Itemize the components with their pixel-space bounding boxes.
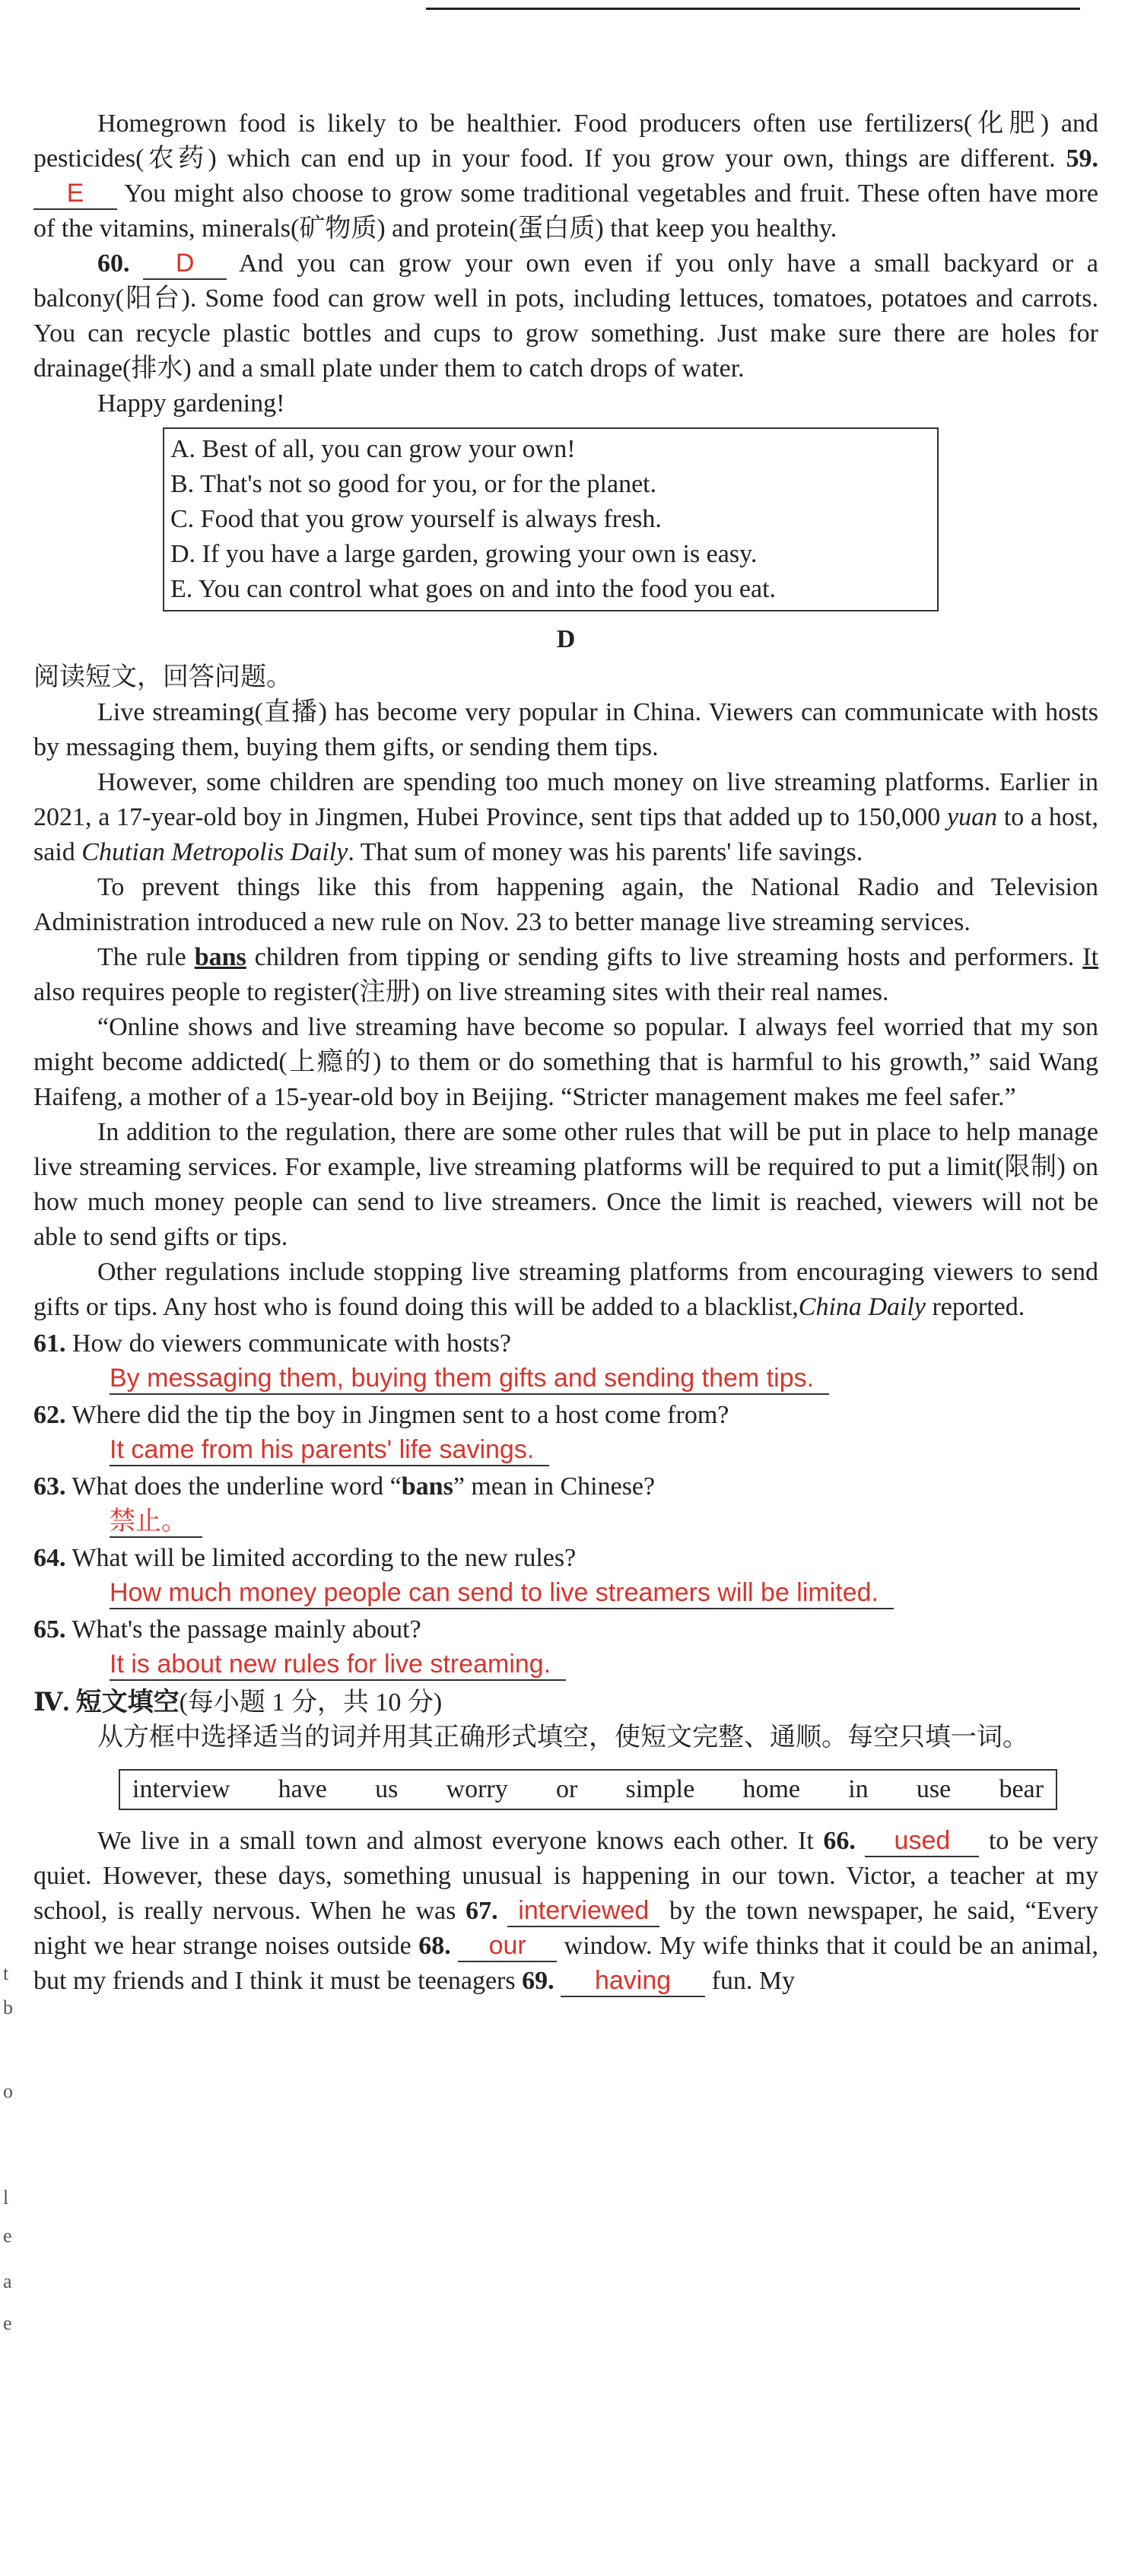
top-rule: [426, 8, 1080, 10]
question-text: ” mean in Chinese?: [453, 1472, 656, 1501]
question-number-67: 67.: [465, 1897, 498, 1925]
margin-mark: e: [3, 2225, 12, 2247]
question-text: Where did the tip the boy in Jingmen sent to a host come from?: [71, 1401, 729, 1429]
text: And you can grow your own even if you only have a small backyard or a balcony(阳台). Some food can grow well in pots, including lettuces, tomatoes, potatoes and carrots. You can recycle plastic bottles and cups to grow something. Just make sure there are holes for drainage(排水) and a small plate under them to catch drops of water.: [33, 249, 1099, 383]
passage-d-paragraph-5: “Online shows and live streaming have become so popular. I always feel worried that my son might become addicted(上瘾的) to them or do something that is harmful to his growth,” said Wang Haifeng, a mother of a 15-year-old boy in Beijing. “Stricter management makes me feel safer.”: [33, 1013, 1098, 1111]
question-number-68: 68.: [418, 1932, 451, 1960]
cloze-passage: [33, 1824, 1098, 1999]
question-number-66: 66.: [823, 1827, 856, 1855]
passage-d-paragraph-6: In addition to the regulation, there are some other rules that will be put in place to help manage live streaming services. For example, live streaming platforms will be required to put a limit(限制) on how much money people can send to live streamers. Once the limit is reached, viewers will not be able to send gifts or tips.: [33, 1118, 1098, 1251]
answer-blank-66[interactable]: used: [865, 1825, 979, 1857]
word-bank-item: in: [848, 1775, 869, 1803]
option-d: D. If you have a large garden, growing your own is easy.: [170, 540, 758, 568]
text: Homegrown food is likely to be healthier. Food producers often use fertilizers(化肥) and pesticides(农药) which can end up in your food. If you grow your own, things are different.: [33, 110, 1098, 173]
question-text: What's the passage mainly about?: [71, 1615, 421, 1644]
answer-line-64[interactable]: How much money people can send to live streamers will be limited.: [110, 1577, 894, 1609]
section-d-instruction: 阅读短文，回答问题。: [33, 663, 292, 691]
word-bank-item: have: [278, 1775, 327, 1803]
question-number: 61.: [33, 1329, 66, 1358]
section-iv-instruction: 从方框中选择适当的词并用其正确形式填空，使短文完整、通顺。每空只填一词。: [97, 1723, 1028, 1752]
question-keyword: bans: [401, 1472, 453, 1501]
word-bank-item: use: [916, 1775, 952, 1803]
answer-blank-68[interactable]: our: [458, 1930, 557, 1962]
answer-blank-67[interactable]: interviewed: [507, 1895, 659, 1927]
section-title: Ⅳ. 短文填空: [33, 1688, 180, 1717]
word-bank-item: simple: [625, 1775, 695, 1803]
margin-mark: l: [3, 2187, 9, 2209]
question-text: How do viewers communicate with hosts?: [72, 1329, 511, 1358]
word-bank-item: home: [742, 1775, 800, 1803]
text: It: [1082, 943, 1099, 971]
answer-line-65[interactable]: It is about new rules for live streaming.: [110, 1649, 566, 1681]
question-63: [33, 1469, 1098, 1539]
word-bank-item: interview: [132, 1775, 230, 1803]
underlined-word-bans: bans: [194, 943, 246, 971]
section-d-label: D: [556, 625, 576, 653]
margin-mark: o: [3, 2080, 13, 2102]
question-61: [33, 1326, 1098, 1396]
question-number: 63.: [33, 1472, 66, 1501]
answer-blank-69[interactable]: having: [561, 1965, 705, 1997]
text: reported.: [932, 1293, 1025, 1321]
text: The rule: [97, 943, 186, 971]
passage-c-closing: Happy gardening!: [97, 389, 285, 418]
text: fun. My: [711, 1967, 796, 1995]
answer-line-62[interactable]: It came from his parents' life savings.: [110, 1434, 549, 1466]
question-text: What will be limited according to the new rules?: [71, 1544, 577, 1572]
option-b: B. That's not so good for you, or for the planet.: [170, 470, 657, 498]
question-number: 65.: [33, 1615, 66, 1644]
margin-mark: e: [3, 2312, 12, 2334]
question-number-60: 60.: [97, 249, 130, 278]
question-65: [33, 1612, 1098, 1682]
passage-d-paragraph-7: [33, 1255, 1098, 1325]
passage-d-paragraph-3: To prevent things like this from happening again, the National Radio and Television Administration introduced a new rule on Nov. 23 to better manage live streaming services.: [33, 873, 1098, 936]
section-scoring: (每小题 1 分，共 10 分): [179, 1688, 443, 1717]
text: also requires people to register(注册) on live streaming sites with their real names.: [33, 978, 889, 1006]
answer-blank-59[interactable]: E: [33, 178, 117, 210]
word-bank-item: or: [555, 1775, 578, 1803]
text: window. My wife thinks that it could be an animal, but my friends and I think it must be teenagers: [33, 1932, 1099, 1995]
word-bank-item: bear: [999, 1775, 1044, 1803]
question-number-69: 69.: [522, 1967, 554, 1995]
answer-blank-60[interactable]: D: [143, 248, 227, 280]
passage-d-paragraph-1: Live streaming(直播) has become very popular in China. Viewers can communicate with hosts by messaging them, buying them gifts, or sending them tips.: [33, 698, 1098, 761]
text: children from tipping or sending gifts to live streaming hosts and performers.: [254, 943, 1075, 971]
question-number: 64.: [33, 1544, 66, 1572]
option-a: A. Best of all, you can grow your own!: [170, 435, 576, 463]
text: by the town newspaper, he said, “Every night we hear strange noises outside: [33, 1897, 1098, 1960]
margin-mark: b: [3, 1996, 13, 2019]
text: We live in a small town and almost everyone knows each other. It: [97, 1827, 814, 1855]
worksheet-page: [33, 106, 1098, 1999]
word-bank-item: us: [375, 1775, 399, 1803]
option-c: C. Food that you grow yourself is always fresh.: [170, 505, 662, 533]
margin-mark: a: [3, 2270, 12, 2292]
newspaper-name: Chutian Metropolis Daily: [81, 838, 348, 866]
text: However, some children are spending too much money on live streaming platforms. Earlier in 2021, a 17-year-old boy in Jingmen, Hubei Province, sent tips that added up to 150,000: [33, 768, 1098, 831]
question-text: What does the underline word “: [71, 1472, 402, 1501]
text: to be very quiet. However, these days, something unusual is happening in our town. Victor, a teacher at my school, is really nervous. When he was: [33, 1827, 1099, 1925]
question-64: [33, 1541, 1098, 1611]
section-iv-heading: [33, 1685, 1098, 1720]
text: Other regulations include stopping live streaming platforms from encouraging viewers to send gifts or tips. Any host who is found doing this will be added to a blacklist,: [33, 1258, 1098, 1321]
word-bank-item: worry: [446, 1775, 508, 1803]
italic-word: yuan: [947, 803, 998, 831]
passage-d-paragraph-2: [33, 765, 1098, 870]
question-number: 62.: [33, 1401, 66, 1429]
text: to a host, said: [33, 803, 1099, 866]
option-e: E. You can control what goes on and into the food you eat.: [170, 575, 777, 603]
newspaper-name: China Daily: [798, 1293, 926, 1321]
passage-c-paragraph-1: [33, 106, 1098, 246]
question-62: [33, 1398, 1098, 1468]
options-box: [163, 427, 939, 611]
margin-mark: t: [3, 1962, 9, 1984]
text: You might also choose to grow some traditional vegetables and fruit. These often have more of the vitamins, minerals(矿物质) and protein(蛋白质) that keep you healthy.: [33, 179, 1098, 243]
answer-line-61[interactable]: By messaging them, buying them gifts and sending them tips.: [110, 1363, 829, 1395]
question-number-59: 59.: [1066, 145, 1099, 173]
word-bank-box: [119, 1769, 1057, 1810]
text: . That sum of money was his parents' life savings.: [348, 838, 863, 866]
passage-c-paragraph-2: [33, 246, 1098, 386]
answer-line-63[interactable]: 禁止。: [110, 1506, 202, 1538]
passage-d-paragraph-4: [33, 940, 1098, 1010]
